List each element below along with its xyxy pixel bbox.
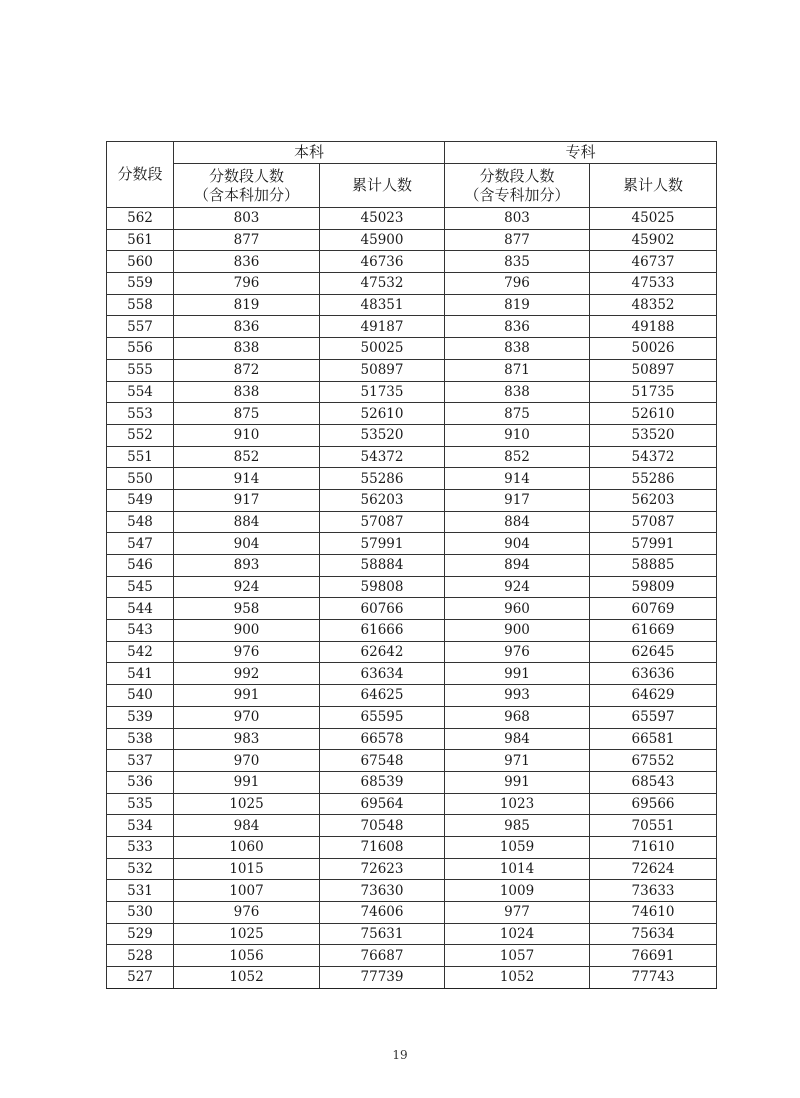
zhuanke-count-cell: 984 — [445, 728, 590, 750]
score-cell: 552 — [107, 424, 174, 446]
benke-cumulative-cell: 66578 — [320, 728, 445, 750]
benke-count-cell: 910 — [174, 424, 320, 446]
score-cell: 539 — [107, 706, 174, 728]
benke-cumulative-cell: 57087 — [320, 511, 445, 533]
benke-cumulative-cell: 49187 — [320, 316, 445, 338]
table-row — [107, 338, 717, 360]
table-row — [107, 359, 717, 381]
table-row — [107, 750, 717, 772]
zhuanke-count-header — [445, 164, 590, 208]
zhuanke-cumulative-cell: 55286 — [590, 468, 717, 490]
benke-count-cell: 976 — [174, 902, 320, 924]
benke-cumulative-cell: 72623 — [320, 858, 445, 880]
benke-cumulative-cell: 76687 — [320, 945, 445, 967]
benke-cumulative-cell: 53520 — [320, 424, 445, 446]
benke-cumulative-cell: 69564 — [320, 793, 445, 815]
benke-count-cell: 917 — [174, 489, 320, 511]
table-row — [107, 576, 717, 598]
zhuanke-cumulative-cell: 49188 — [590, 316, 717, 338]
score-cell: 553 — [107, 403, 174, 425]
zhuanke-cumulative-cell: 60769 — [590, 598, 717, 620]
zhuanke-count-cell: 904 — [445, 533, 590, 555]
zhuanke-count-cell: 838 — [445, 381, 590, 403]
zhuanke-cumulative-cell: 73633 — [590, 880, 717, 902]
benke-count-cell: 836 — [174, 251, 320, 273]
benke-cumulative-cell: 52610 — [320, 403, 445, 425]
benke-cumulative-cell: 56203 — [320, 489, 445, 511]
score-cell: 550 — [107, 468, 174, 490]
benke-cumulative-cell: 48351 — [320, 294, 445, 316]
benke-count-cell: 1025 — [174, 793, 320, 815]
zhuanke-count-cell: 884 — [445, 511, 590, 533]
zhuanke-cumulative-cell: 71610 — [590, 836, 717, 858]
benke-cumulative-cell: 75631 — [320, 923, 445, 945]
score-cell: 560 — [107, 251, 174, 273]
table-row — [107, 316, 717, 338]
zhuanke-count-cell: 1059 — [445, 836, 590, 858]
benke-cumulative-cell: 61666 — [320, 620, 445, 642]
score-cell: 533 — [107, 836, 174, 858]
benke-count-cell: 1060 — [174, 836, 320, 858]
benke-cumulative-cell: 70548 — [320, 815, 445, 837]
table-row — [107, 706, 717, 728]
zhuanke-cumulative-cell: 54372 — [590, 446, 717, 468]
benke-count-header — [174, 164, 320, 208]
score-cell: 559 — [107, 273, 174, 295]
zhuanke-count-cell: 796 — [445, 273, 590, 295]
benke-cumulative-cell: 71608 — [320, 836, 445, 858]
benke-count-cell: 819 — [174, 294, 320, 316]
table-row — [107, 489, 717, 511]
score-cell: 529 — [107, 923, 174, 945]
zhuanke-count-cell: 976 — [445, 641, 590, 663]
benke-count-cell: 1015 — [174, 858, 320, 880]
zhuanke-cumulative-cell: 57991 — [590, 533, 717, 555]
zhuanke-count-header-line2: （含专科加分） — [464, 185, 570, 204]
score-cell: 551 — [107, 446, 174, 468]
zhuanke-cumulative-header: 累计人数 — [590, 164, 717, 208]
table-body — [107, 208, 717, 989]
table-row — [107, 880, 717, 902]
zhuanke-cumulative-cell: 50026 — [590, 338, 717, 360]
page-number: 19 — [392, 1048, 408, 1062]
header-row-1 — [107, 142, 717, 164]
benke-count-cell: 976 — [174, 641, 320, 663]
zhuanke-cumulative-cell: 74610 — [590, 902, 717, 924]
table-row — [107, 208, 717, 230]
table-row — [107, 468, 717, 490]
benke-cumulative-header: 累计人数 — [320, 164, 445, 208]
score-distribution-table — [106, 141, 717, 989]
table-row — [107, 663, 717, 685]
score-cell: 545 — [107, 576, 174, 598]
benke-count-cell: 1056 — [174, 945, 320, 967]
score-cell: 537 — [107, 750, 174, 772]
table-row — [107, 815, 717, 837]
score-cell: 528 — [107, 945, 174, 967]
score-cell: 541 — [107, 663, 174, 685]
zhuanke-count-header-line1: 分数段人数 — [479, 166, 555, 185]
score-cell: 557 — [107, 316, 174, 338]
zhuanke-count-cell: 991 — [445, 771, 590, 793]
benke-cumulative-cell: 73630 — [320, 880, 445, 902]
score-cell: 556 — [107, 338, 174, 360]
zhuanke-cumulative-cell: 45902 — [590, 229, 717, 251]
benke-cumulative-cell: 55286 — [320, 468, 445, 490]
zhuanke-cumulative-cell: 59809 — [590, 576, 717, 598]
zhuanke-count-cell: 960 — [445, 598, 590, 620]
zhuanke-cumulative-cell: 67552 — [590, 750, 717, 772]
table-row — [107, 771, 717, 793]
score-cell: 548 — [107, 511, 174, 533]
benke-cumulative-cell: 45023 — [320, 208, 445, 230]
score-cell: 530 — [107, 902, 174, 924]
zhuanke-count-cell: 871 — [445, 359, 590, 381]
zhuanke-count-cell: 835 — [445, 251, 590, 273]
benke-count-cell: 992 — [174, 663, 320, 685]
score-cell: 555 — [107, 359, 174, 381]
benke-count-cell: 984 — [174, 815, 320, 837]
zhuanke-count-cell: 1014 — [445, 858, 590, 880]
benke-cumulative-cell: 59808 — [320, 576, 445, 598]
score-cell: 534 — [107, 815, 174, 837]
score-cell: 536 — [107, 771, 174, 793]
zhuanke-count-cell: 819 — [445, 294, 590, 316]
table-row — [107, 641, 717, 663]
score-cell: 549 — [107, 489, 174, 511]
benke-count-cell: 884 — [174, 511, 320, 533]
score-cell: 531 — [107, 880, 174, 902]
zhuanke-count-cell: 914 — [445, 468, 590, 490]
zhuanke-cumulative-cell: 66581 — [590, 728, 717, 750]
score-cell: 540 — [107, 685, 174, 707]
zhuanke-count-cell: 1024 — [445, 923, 590, 945]
benke-cumulative-cell: 58884 — [320, 555, 445, 577]
benke-count-cell: 838 — [174, 338, 320, 360]
score-cell: 543 — [107, 620, 174, 642]
score-cell: 532 — [107, 858, 174, 880]
benke-count-cell: 983 — [174, 728, 320, 750]
score-cell: 535 — [107, 793, 174, 815]
benke-cumulative-cell: 67548 — [320, 750, 445, 772]
benke-count-cell: 796 — [174, 273, 320, 295]
zhuanke-count-cell: 977 — [445, 902, 590, 924]
zhuanke-count-cell: 836 — [445, 316, 590, 338]
table-row — [107, 598, 717, 620]
benke-cumulative-cell: 62642 — [320, 641, 445, 663]
zhuanke-cumulative-cell: 70551 — [590, 815, 717, 837]
benke-count-cell: 914 — [174, 468, 320, 490]
score-cell: 558 — [107, 294, 174, 316]
zhuanke-cumulative-cell: 45025 — [590, 208, 717, 230]
zhuanke-cumulative-cell: 56203 — [590, 489, 717, 511]
zhuanke-cumulative-cell: 77743 — [590, 967, 717, 989]
benke-count-cell: 1007 — [174, 880, 320, 902]
zhuanke-cumulative-cell: 51735 — [590, 381, 717, 403]
zhuanke-count-cell: 924 — [445, 576, 590, 598]
zhuanke-count-cell: 971 — [445, 750, 590, 772]
benke-cumulative-cell: 63634 — [320, 663, 445, 685]
zhuanke-cumulative-cell: 72624 — [590, 858, 717, 880]
benke-cumulative-cell: 46736 — [320, 251, 445, 273]
benke-count-cell: 838 — [174, 381, 320, 403]
zhuanke-cumulative-cell: 47533 — [590, 273, 717, 295]
zhuanke-cumulative-cell: 61669 — [590, 620, 717, 642]
table-row — [107, 555, 717, 577]
zhuanke-count-cell: 1009 — [445, 880, 590, 902]
zhuanke-count-cell: 894 — [445, 555, 590, 577]
benke-count-cell: 872 — [174, 359, 320, 381]
zhuanke-cumulative-cell: 58885 — [590, 555, 717, 577]
table-row — [107, 511, 717, 533]
zhuanke-cumulative-cell: 64629 — [590, 685, 717, 707]
table-row — [107, 620, 717, 642]
benke-cumulative-cell: 74606 — [320, 902, 445, 924]
score-cell: 546 — [107, 555, 174, 577]
score-cell: 542 — [107, 641, 174, 663]
table-row — [107, 446, 717, 468]
zhuanke-count-cell: 852 — [445, 446, 590, 468]
score-cell: 554 — [107, 381, 174, 403]
table-row — [107, 793, 717, 815]
benke-count-cell: 991 — [174, 771, 320, 793]
benke-count-cell: 836 — [174, 316, 320, 338]
benke-cumulative-cell: 45900 — [320, 229, 445, 251]
table-row — [107, 945, 717, 967]
benke-count-cell: 803 — [174, 208, 320, 230]
benke-count-cell: 958 — [174, 598, 320, 620]
benke-count-cell: 970 — [174, 706, 320, 728]
zhuanke-header: 专科 — [445, 142, 717, 164]
zhuanke-cumulative-cell: 52610 — [590, 403, 717, 425]
table-row — [107, 836, 717, 858]
benke-count-cell: 1052 — [174, 967, 320, 989]
zhuanke-count-cell: 1023 — [445, 793, 590, 815]
score-cell: 538 — [107, 728, 174, 750]
table-row — [107, 229, 717, 251]
benke-cumulative-cell: 51735 — [320, 381, 445, 403]
zhuanke-count-cell: 900 — [445, 620, 590, 642]
table-row — [107, 403, 717, 425]
benke-count-cell: 1025 — [174, 923, 320, 945]
zhuanke-count-cell: 877 — [445, 229, 590, 251]
zhuanke-cumulative-cell: 63636 — [590, 663, 717, 685]
benke-count-header-line1: 分数段人数 — [208, 166, 284, 185]
zhuanke-cumulative-cell: 65597 — [590, 706, 717, 728]
table-row — [107, 424, 717, 446]
score-cell: 544 — [107, 598, 174, 620]
benke-cumulative-cell: 60766 — [320, 598, 445, 620]
benke-count-cell: 970 — [174, 750, 320, 772]
benke-count-header-line2: （含本科加分） — [193, 185, 299, 204]
table-row — [107, 533, 717, 555]
benke-count-cell: 875 — [174, 403, 320, 425]
benke-count-cell: 924 — [174, 576, 320, 598]
benke-cumulative-cell: 54372 — [320, 446, 445, 468]
benke-count-cell: 893 — [174, 555, 320, 577]
benke-cumulative-cell: 64625 — [320, 685, 445, 707]
table-row — [107, 967, 717, 989]
zhuanke-cumulative-cell: 46737 — [590, 251, 717, 273]
zhuanke-count-cell: 968 — [445, 706, 590, 728]
benke-count-cell: 900 — [174, 620, 320, 642]
zhuanke-cumulative-cell: 50897 — [590, 359, 717, 381]
zhuanke-cumulative-cell: 53520 — [590, 424, 717, 446]
zhuanke-cumulative-cell: 57087 — [590, 511, 717, 533]
zhuanke-count-cell: 1057 — [445, 945, 590, 967]
zhuanke-count-cell: 875 — [445, 403, 590, 425]
table-row — [107, 858, 717, 880]
zhuanke-cumulative-cell: 62645 — [590, 641, 717, 663]
table-row — [107, 685, 717, 707]
zhuanke-count-cell: 985 — [445, 815, 590, 837]
benke-count-cell: 877 — [174, 229, 320, 251]
benke-count-cell: 991 — [174, 685, 320, 707]
benke-count-cell: 852 — [174, 446, 320, 468]
table-row — [107, 273, 717, 295]
benke-cumulative-cell: 77739 — [320, 967, 445, 989]
zhuanke-count-cell: 910 — [445, 424, 590, 446]
benke-cumulative-cell: 50897 — [320, 359, 445, 381]
benke-cumulative-cell: 47532 — [320, 273, 445, 295]
benke-count-cell: 904 — [174, 533, 320, 555]
table-row — [107, 251, 717, 273]
header-row-2 — [107, 164, 717, 208]
zhuanke-cumulative-cell: 76691 — [590, 945, 717, 967]
score-cell: 562 — [107, 208, 174, 230]
score-cell: 561 — [107, 229, 174, 251]
zhuanke-count-cell: 1052 — [445, 967, 590, 989]
table-row — [107, 728, 717, 750]
score-cell: 527 — [107, 967, 174, 989]
table-row — [107, 902, 717, 924]
benke-cumulative-cell: 57991 — [320, 533, 445, 555]
zhuanke-cumulative-cell: 68543 — [590, 771, 717, 793]
zhuanke-count-cell: 803 — [445, 208, 590, 230]
table-row — [107, 294, 717, 316]
benke-cumulative-cell: 68539 — [320, 771, 445, 793]
benke-cumulative-cell: 65595 — [320, 706, 445, 728]
benke-header: 本科 — [174, 142, 445, 164]
table-row — [107, 923, 717, 945]
score-header: 分数段 — [107, 142, 174, 208]
zhuanke-count-cell: 917 — [445, 489, 590, 511]
zhuanke-count-cell: 838 — [445, 338, 590, 360]
score-cell: 547 — [107, 533, 174, 555]
zhuanke-cumulative-cell: 69566 — [590, 793, 717, 815]
zhuanke-cumulative-cell: 75634 — [590, 923, 717, 945]
zhuanke-cumulative-cell: 48352 — [590, 294, 717, 316]
benke-cumulative-cell: 50025 — [320, 338, 445, 360]
table-row — [107, 381, 717, 403]
zhuanke-count-cell: 991 — [445, 663, 590, 685]
zhuanke-count-cell: 993 — [445, 685, 590, 707]
